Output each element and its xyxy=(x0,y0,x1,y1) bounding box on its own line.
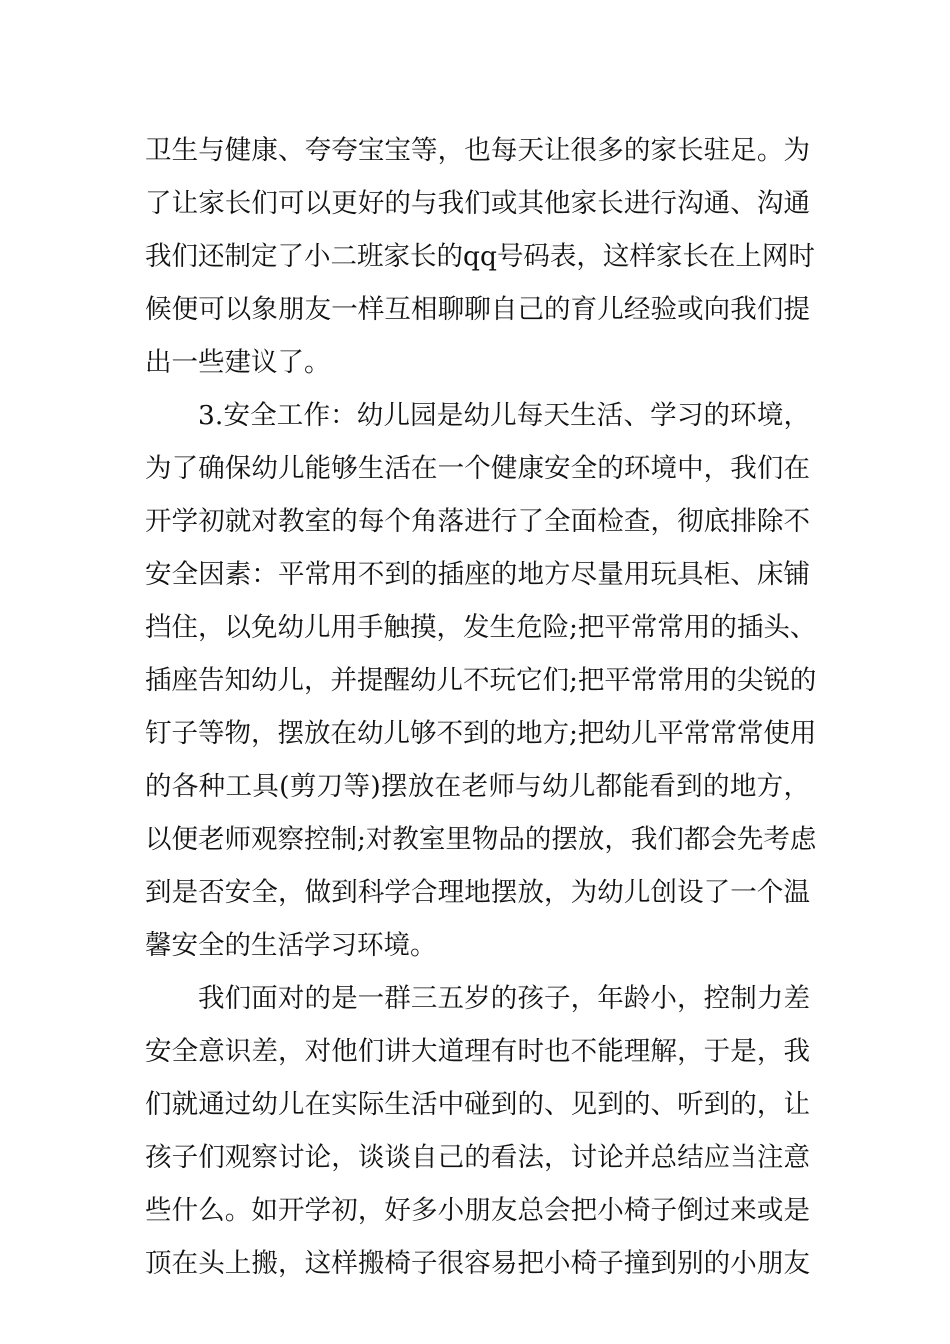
text-line-2: 了让家长们可以更好的与我们或其他家长进行沟通、沟通 xyxy=(145,188,810,219)
text-line-8: 开学初就对教室的每个角落进行了全面检查，彻底排除不 xyxy=(145,506,810,537)
text-line-21: 些什么。如开学初，好多小朋友总会把小椅子倒过来或是 xyxy=(145,1195,810,1226)
text-line-6: 3.安全工作：幼儿园是幼儿每天生活、学习的环境， xyxy=(198,400,810,431)
text-line-12: 钉子等物，摆放在幼儿够不到的地方;把幼儿平常常常使用 xyxy=(145,718,817,749)
text-line-4: 候便可以象朋友一样互相聊聊自己的育儿经验或向我们提 xyxy=(145,294,810,325)
text-line-5: 出一些建议了。 xyxy=(145,347,331,378)
text-line-13: 的各种工具(剪刀等)摆放在老师与幼儿都能看到的地方， xyxy=(145,771,810,802)
text-line-20: 孩子们观察讨论，谈谈自己的看法，讨论并总结应当注意 xyxy=(145,1142,810,1173)
text-line-17: 我们面对的是一群三五岁的孩子，年龄小，控制力差 xyxy=(198,983,810,1014)
text-line-19: 们就通过幼儿在实际生活中碰到的、见到的、听到的，让 xyxy=(145,1089,810,1120)
text-line-15: 到是否安全，做到科学合理地摆放，为幼儿创设了一个温 xyxy=(145,877,810,908)
text-line-3: 我们还制定了小二班家长的qq号码表，这样家长在上网时 xyxy=(145,241,815,272)
text-line-7: 为了确保幼儿能够生活在一个健康安全的环境中，我们在 xyxy=(145,453,810,484)
text-line-9: 安全因素：平常用不到的插座的地方尽量用玩具柜、床铺 xyxy=(145,559,810,590)
text-line-11: 插座告知幼儿，并提醒幼儿不玩它们;把平常常用的尖锐的 xyxy=(145,665,817,696)
document-body xyxy=(145,124,817,1290)
text-line-10: 挡住，以免幼儿用手触摸，发生危险;把平常常用的插头、 xyxy=(145,612,817,643)
text-line-1: 卫生与健康、夸夸宝宝等，也每天让很多的家长驻足。为 xyxy=(145,135,810,166)
text-line-16: 馨安全的生活学习环境。 xyxy=(145,930,437,961)
text-line-18: 安全意识差，对他们讲大道理有时也不能理解，于是，我 xyxy=(145,1036,810,1067)
text-line-14: 以便老师观察控制;对教室里物品的摆放，我们都会先考虑 xyxy=(145,824,817,855)
text-line-22: 顶在头上搬，这样搬椅子很容易把小椅子撞到别的小朋友 xyxy=(145,1248,810,1279)
